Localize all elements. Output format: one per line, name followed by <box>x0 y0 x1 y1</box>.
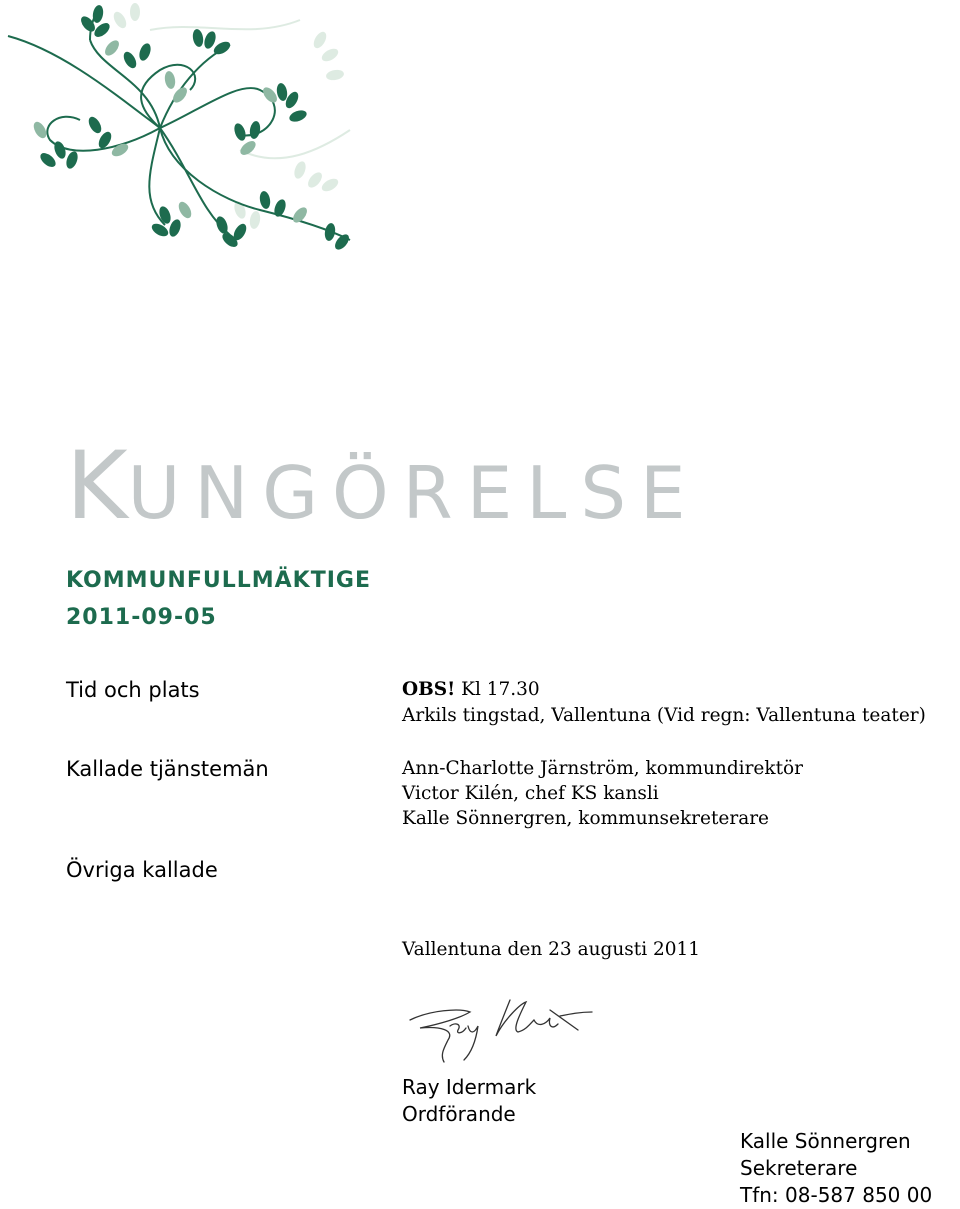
secretary-name: Kalle Sönnergren <box>740 1129 911 1153</box>
document-title <box>66 432 826 541</box>
chair-name: Ray Idermark <box>402 1075 537 1099</box>
official-item: Ann-Charlotte Järnström, kommundirektör <box>402 758 803 779</box>
chair-block <box>402 1074 536 1128</box>
chair-title: Ordförande <box>402 1102 516 1126</box>
others-label: Övriga kallade <box>66 858 218 882</box>
title-rest: UNGÖRELSE <box>127 451 700 535</box>
place-date: Vallentuna den 23 augusti 2011 <box>402 939 701 960</box>
obs-note: OBS! <box>402 679 456 700</box>
meeting-place: Arkils tingstad, Vallentuna (Vid regn: Vallentuna teater) <box>402 705 926 726</box>
secretary-block <box>740 1128 932 1209</box>
secretary-phone: Tfn: 08-587 850 00 <box>740 1183 933 1207</box>
meeting-date: 2011-09-05 <box>66 605 217 630</box>
official-item: Victor Kilén, chef KS kansli <box>402 783 659 804</box>
official-item: Kalle Sönnergren, kommunsekreterare <box>402 808 770 829</box>
signature-icon <box>400 990 600 1070</box>
officials-label: Kallade tjänstemän <box>66 757 269 781</box>
committee-heading: KOMMUNFULLMÄKTIGE <box>66 568 371 593</box>
meeting-time: Kl 17.30 <box>461 679 540 700</box>
leaf-vine-ornament-icon <box>0 0 360 256</box>
time-line <box>402 677 540 702</box>
secretary-title: Sekreterare <box>740 1156 858 1180</box>
time-place-label: Tid och plats <box>66 678 200 702</box>
title-first-letter: K <box>66 432 128 541</box>
